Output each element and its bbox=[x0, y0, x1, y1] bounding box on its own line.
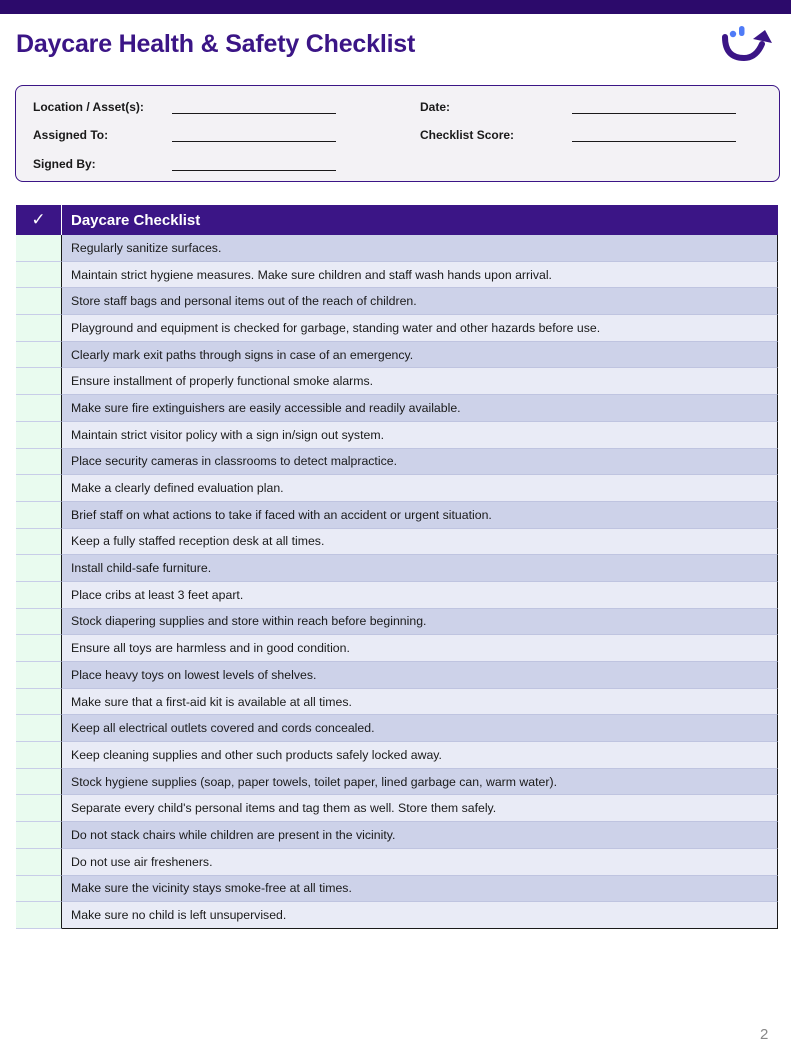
checkbox-cell[interactable] bbox=[16, 449, 62, 476]
page-number: 2 bbox=[760, 1026, 769, 1043]
checklist-item-text: Ensure installment of properly functional smoke alarms. bbox=[62, 368, 778, 395]
checkbox-cell[interactable] bbox=[16, 769, 62, 796]
checklist-item-text: Maintain strict visitor policy with a sign in/sign out system. bbox=[62, 422, 778, 449]
checklist-item-text: Playground and equipment is checked for garbage, standing water and other hazards before use. bbox=[62, 315, 778, 342]
page-title: Daycare Health & Safety Checklist bbox=[16, 30, 416, 58]
checkbox-cell[interactable] bbox=[16, 822, 62, 849]
checklist-item-text: Ensure all toys are harmless and in good condition. bbox=[62, 635, 778, 662]
checklist-item-text: Make sure fire extinguishers are easily accessible and readily available. bbox=[62, 395, 778, 422]
checklist-row bbox=[16, 742, 778, 769]
checklist-row bbox=[16, 368, 778, 395]
checkbox-cell[interactable] bbox=[16, 529, 62, 556]
checklist-item-text: Do not stack chairs while children are present in the vicinity. bbox=[62, 822, 778, 849]
checklist-row bbox=[16, 529, 778, 556]
checklist-row bbox=[16, 609, 778, 636]
checklist-row bbox=[16, 342, 778, 369]
checkbox-cell[interactable] bbox=[16, 689, 62, 716]
signed-label: Signed By: bbox=[33, 157, 96, 171]
checklist-item-text: Stock hygiene supplies (soap, paper towels, toilet paper, lined garbage can, warm water). bbox=[62, 769, 778, 796]
checkbox-cell[interactable] bbox=[16, 609, 62, 636]
checklist-row bbox=[16, 662, 778, 689]
date-field[interactable] bbox=[572, 113, 736, 114]
checkbox-cell[interactable] bbox=[16, 368, 62, 395]
score-label: Checklist Score: bbox=[420, 128, 515, 142]
checklist-rows bbox=[16, 235, 778, 929]
checklist-row bbox=[16, 235, 778, 262]
checklist-row bbox=[16, 769, 778, 796]
date-label: Date: bbox=[420, 100, 451, 114]
score-field[interactable] bbox=[572, 141, 736, 142]
checklist-item-text: Do not use air fresheners. bbox=[62, 849, 778, 876]
daycare-checklist-table bbox=[16, 205, 778, 929]
checklist-item-text: Keep all electrical outlets covered and cords concealed. bbox=[62, 715, 778, 742]
checkbox-cell[interactable] bbox=[16, 876, 62, 903]
assigned-label: Assigned To: bbox=[33, 128, 109, 142]
checklist-row bbox=[16, 262, 778, 289]
checklist-item-text: Install child-safe furniture. bbox=[62, 555, 778, 582]
checklist-item-text: Place cribs at least 3 feet apart. bbox=[62, 582, 778, 609]
checklist-header bbox=[16, 205, 778, 235]
checklist-row bbox=[16, 449, 778, 476]
checkbox-cell[interactable] bbox=[16, 502, 62, 529]
checklist-item-text: Make sure the vicinity stays smoke-free at all times. bbox=[62, 876, 778, 903]
location-field[interactable] bbox=[172, 113, 336, 114]
signed-field[interactable] bbox=[172, 170, 336, 171]
checkbox-cell[interactable] bbox=[16, 635, 62, 662]
checkbox-cell[interactable] bbox=[16, 742, 62, 769]
checklist-row bbox=[16, 475, 778, 502]
checklist-row bbox=[16, 555, 778, 582]
checklist-row bbox=[16, 715, 778, 742]
checkbox-cell[interactable] bbox=[16, 262, 62, 289]
checklist-row bbox=[16, 689, 778, 716]
checkbox-cell[interactable] bbox=[16, 555, 62, 582]
checkbox-cell[interactable] bbox=[16, 662, 62, 689]
smile-arrow-logo-icon bbox=[720, 22, 782, 64]
checklist-item-text: Place security cameras in classrooms to detect malpractice. bbox=[62, 449, 778, 476]
checklist-row bbox=[16, 822, 778, 849]
checklist-item-text: Make a clearly defined evaluation plan. bbox=[62, 475, 778, 502]
checkbox-cell[interactable] bbox=[16, 315, 62, 342]
checkbox-cell[interactable] bbox=[16, 475, 62, 502]
checklist-item-text: Separate every child's personal items and tag them as well. Store them safely. bbox=[62, 795, 778, 822]
checklist-item-text: Make sure no child is left unsupervised. bbox=[62, 902, 778, 929]
checklist-item-text: Regularly sanitize surfaces. bbox=[62, 235, 778, 262]
checkbox-cell[interactable] bbox=[16, 422, 62, 449]
checklist-title: Daycare Checklist bbox=[71, 211, 201, 229]
checkbox-cell[interactable] bbox=[16, 395, 62, 422]
checklist-item-text: Store staff bags and personal items out of the reach of children. bbox=[62, 288, 778, 315]
location-label: Location / Asset(s): bbox=[33, 100, 144, 114]
checklist-item-text: Place heavy toys on lowest levels of shelves. bbox=[62, 662, 778, 689]
checklist-item-text: Stock diapering supplies and store within reach before beginning. bbox=[62, 609, 778, 636]
checkbox-cell[interactable] bbox=[16, 902, 62, 929]
checklist-row bbox=[16, 876, 778, 903]
checklist-row bbox=[16, 288, 778, 315]
checkbox-cell[interactable] bbox=[16, 715, 62, 742]
checklist-row bbox=[16, 795, 778, 822]
checklist-item-text: Clearly mark exit paths through signs in case of an emergency. bbox=[62, 342, 778, 369]
checkbox-cell[interactable] bbox=[16, 235, 62, 262]
check-column-header: ✓ bbox=[16, 205, 62, 235]
checklist-row bbox=[16, 502, 778, 529]
checklist-row bbox=[16, 315, 778, 342]
top-accent-bar bbox=[0, 0, 791, 14]
checklist-info-form bbox=[15, 85, 780, 182]
checkbox-cell[interactable] bbox=[16, 849, 62, 876]
checklist-row bbox=[16, 395, 778, 422]
checklist-item-text: Brief staff on what actions to take if faced with an accident or urgent situation. bbox=[62, 502, 778, 529]
checklist-item-text: Maintain strict hygiene measures. Make sure children and staff wash hands upon arrival. bbox=[62, 262, 778, 289]
assigned-field[interactable] bbox=[172, 141, 336, 142]
checklist-item-text: Keep cleaning supplies and other such products safely locked away. bbox=[62, 742, 778, 769]
checkbox-cell[interactable] bbox=[16, 288, 62, 315]
checklist-item-text: Keep a fully staffed reception desk at all times. bbox=[62, 529, 778, 556]
checklist-row bbox=[16, 849, 778, 876]
checkbox-cell[interactable] bbox=[16, 342, 62, 369]
checklist-row bbox=[16, 582, 778, 609]
checkbox-cell[interactable] bbox=[16, 582, 62, 609]
checklist-item-text: Make sure that a first-aid kit is available at all times. bbox=[62, 689, 778, 716]
checklist-row bbox=[16, 635, 778, 662]
checklist-row bbox=[16, 902, 778, 929]
checkbox-cell[interactable] bbox=[16, 795, 62, 822]
checklist-row bbox=[16, 422, 778, 449]
